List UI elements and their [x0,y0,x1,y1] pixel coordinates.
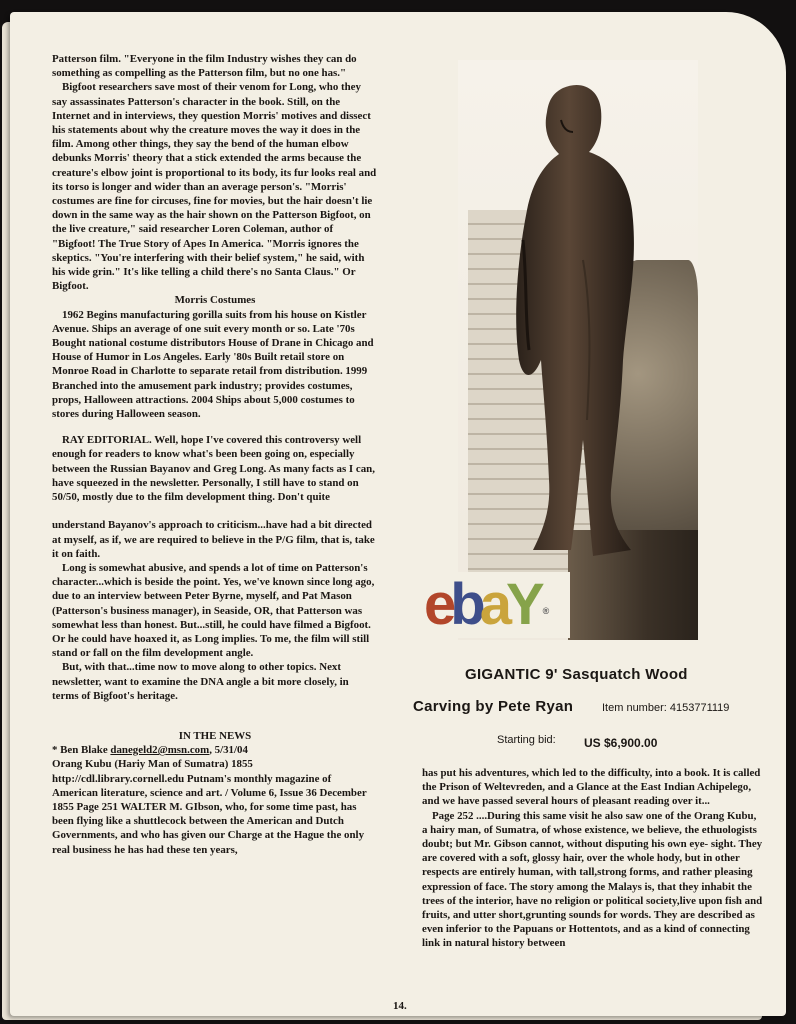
listing-title-line2: Carving by Pete Ryan [413,698,574,715]
paragraph-researchers: Bigfoot researchers save most of their venom for Long, who they say assassinates Patterson's character in the book. Still, on the Internet and in interviews, they question Morris' motives and dissect his statements about why the creature moves the way it does in the film. Among other things, they say the bend of the human elbow debunks Morris' theory that a stick extended the arms because the creature's elbow joint is proportional to its body, its fur looks real and its torso is longer and wider than an average person's. "Morris' costumes are fine for circuses, fine for movies, but the hair doesn't lie down in the same way as the hair shown on the Patterson Bigfoot, on the live creature," said researcher Loren Coleman, author of "Bigfoot! The True Story of Apes In America. "Morris ignores the skeptics. "You're interfering with their belief system," he said, with his wide grin." It's like telling a child there's no Santa Claus." Or Bigfoot. [52,81,377,293]
heading-morris-costumes: Morris Costumes [174,294,256,307]
newsletter-page [10,12,786,1016]
paragraph-next-newsletter: But, with that...time now to move along to other topics. Next newsletter, want to examine the DNA angle a bit more closely, in terms of Bigfoot's heritage. [52,661,349,702]
news-prefix: * Ben Blake [52,744,111,757]
right-column [422,766,764,951]
starting-bid-label: Starting bid: [497,734,556,746]
ebay-logo-e: e [424,572,451,637]
paragraph-ray-editorial: RAY EDITORIAL. Well, hope I've covered this controversy well enough for readers to know what's been been going on, especially between the Russian Bayanov and Greg Long. As many facts as I can, have squeezed in the newsletter. Personally, I still have to stand on 50/50, mostly due to the film development thing. Don't quite [52,434,375,504]
ebay-registered-mark: ® [542,606,550,616]
starting-bid-value: US $6,900.00 [584,736,658,750]
ebay-logo-b: b [450,572,480,637]
ebay-logo [420,572,570,638]
news-email-link[interactable]: danegeld2@msn.com [110,744,210,757]
paragraph-bayanov: understand Bayanov's approach to criticism...have had a bit directed at myself, as if, we are required to believe in the P/G film, that is, take it on faith. [52,519,375,560]
listing-item-number: Item number: 4153771119 [602,702,730,714]
news-body: Orang Kubu (Hariy Man of Sumatra) 1855 http://cdl.library.cornell.edu Putnam's monthly magazine of American literature, science and art. / Volume 6, Issue 36 December 1855 Page 251 WALTER M. GIbson, who, for some time past, has been flying like a shuttlecock between the American and Dutch Governments, and who has given our Charge at the Hague the only real business he has had these ten years, [52,758,367,856]
sasquatch-carving-photo [458,60,698,640]
paragraph-patterson-film: Patterson film. "Everyone in the film Industry wishes they can do something as compelling as the Patterson film, but no one has." [52,53,357,80]
heading-in-the-news: IN THE NEWS [178,729,252,742]
ebay-logo-y: Y [505,572,539,637]
paragraph-prison-book: has put his adventures, which led to the difficulty, into a book. It is called the Prison of Weltevreden, and a Glance at the East Indian Achipelego, and we have passed several hours of pleasant reading over it... [422,767,761,808]
news-citation [52,743,378,757]
paragraph-orang-kubu: Page 252 ....During this same visit he also saw one of the Orang Kubu, a hairy man, of Sumatra, of whose existence, we believe, the ethuologists doubt; but Mr. Gibson cannot, without disputing his own eye- sight. They are covered with a soft, glossy hair, over the whole hody, but in other respects are entirely human, with tall,strong forms, and rather pleasing expression of face. The story among the Malays is, that they inhabit the trees of the interior, have no religion or political society,live upon fish and fruits, and utter short,grunting sounds for words. They are described as even inferior to the Papuans or Hottentots, and as a kind of connecting link in natural history between [422,809,763,950]
paragraph-long: Long is somewhat abusive, and spends a lot of time on Patterson's character...which is beside the point. Yes, we've known since long ago, due to an interview between Peter Byrne, myself, and Pat Mason (Patterson's business manager), in Seaside, OR, that Patterson was somewhat less than honest. But...still, he could have filmed a Bigfoot. Or he could have hoaxed it, as Long implies. To me, the film will still stand or fall on the film development angle. [52,561,375,660]
news-date: , 5/31/04 [209,744,248,757]
page-number: 14. [393,1000,407,1012]
paragraph-timeline: 1962 Begins manufacturing gorilla suits from his house on Kistler Avenue. Ships an average of one suit every month or so. Late '70s Bought national costume distributors House of Drane in Chicago and House of Humor in Los Angeles. Early '80s Built retail store on Monroe Road in Charlotte to separate retail from distribution. 1999 Branched into the amusement park industry; provides costumes, props, Halloween attractions. 2004 Ships about 5,000 costumes to stores during Halloween season. [52,308,374,421]
left-column [52,52,378,857]
ebay-logo-a: a [479,572,506,637]
listing-title-line1: GIGANTIC 9' Sasquatch Wood [465,666,688,683]
sasquatch-statue-icon [503,80,653,570]
